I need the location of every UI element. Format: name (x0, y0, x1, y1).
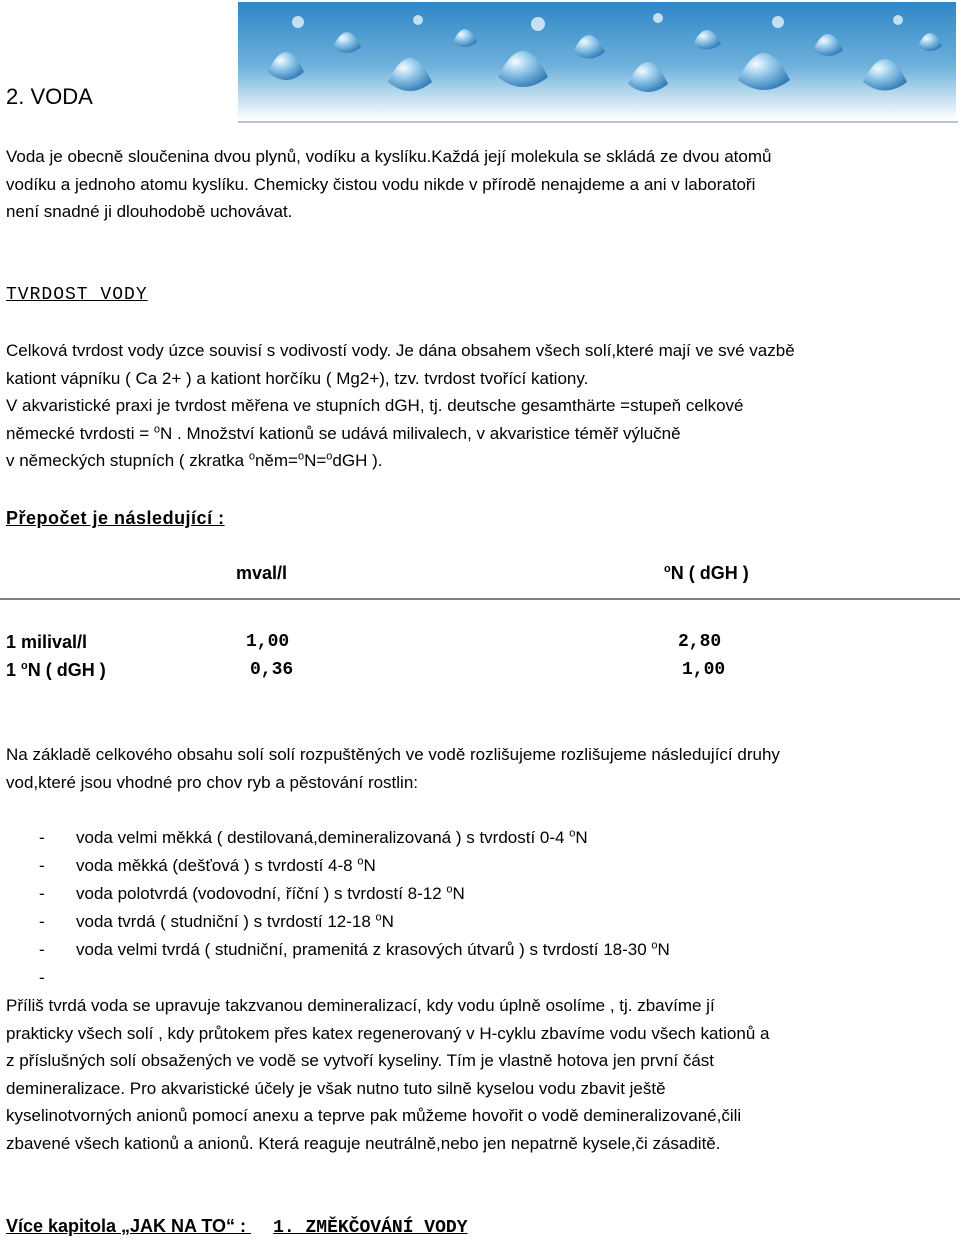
table-row-label: 1 $^o$N ( dGH ) (6, 660, 106, 680)
hardness-line: V akvaristické praxi je tvrdost měřena ve stupních dGH, tj. deutsche gesamthärte =stupeň celkové (6, 396, 744, 415)
water-drops-banner-image (238, 2, 956, 120)
footer-chapter-link[interactable]: 1. ZMĚKČOVÁNÍ VODY (273, 1218, 468, 1238)
table-cell: 0,36 (250, 660, 294, 680)
table-divider (0, 598, 960, 600)
types-intro-line: vod,které jsou vhodné pro chov ryb a pěstování rostlin: (6, 772, 419, 792)
page-title: 2. VODA (6, 84, 93, 109)
demin-line: prakticky všech solí , kdy průtokem přes katex regenerovaný v H-cyklu zbavíme vodu všech kationů a (6, 1023, 770, 1043)
demin-line: Příliš tvrdá voda se upravuje takzvanou demineralizací, kdy vodu úplně osolíme , tj. zbavíme jí (6, 996, 715, 1015)
hardness-line: v německých stupních ( zkratka $^o$něm=$^o$N=$^o$dGH ). (6, 450, 383, 470)
hardness-paragraph (6, 337, 795, 475)
footer-reference (6, 1216, 468, 1238)
demin-line: z příslušných solí obsažených ve vodě se vytvoří kyseliny. Tím je vlastně hotova jen první část (6, 1051, 715, 1070)
table-cell: 1,00 (246, 632, 290, 652)
banner-divider (238, 121, 958, 123)
types-intro-paragraph (6, 741, 780, 796)
table-header-dgh: $^o$N ( dGH ) (664, 563, 749, 583)
table-cell: 2,80 (678, 632, 722, 652)
intro-line: vodíku a jednoho atomu kyslíku. Chemicky čistou vodu nikde v přírodě nenajdeme a ani v laboratoři (6, 174, 756, 194)
hardness-line: německé tvrdosti = $^o$N . Množství kationů se udává milivalech, v akvaristice téměř výlučně (6, 422, 681, 443)
demin-line: demineralizace. Pro akvaristické účely je však nutno tuto silně kyselou vodu zbavit ještě (6, 1078, 666, 1098)
demineralization-paragraph (6, 992, 769, 1157)
conversion-title: Přepočet je následující : (6, 508, 225, 528)
table-cell: 1,00 (682, 660, 726, 680)
table-header-mval: mval/l (236, 563, 288, 583)
intro-line: Voda je obecně sloučenina dvou plynů, vodíku a kyslíku.Každá její molekula se skládá ze dvou atomů (6, 147, 772, 166)
intro-paragraph (6, 143, 771, 226)
demin-line: kyselinotvorných anionů pomocí anexu a teprve pak můžeme hovořit o vodě demineralizované,čili (6, 1106, 742, 1125)
demin-line: zbavené všech kationů a anionů. Která reaguje neutrálně,nebo jen nepatrně kysele,či zásaditě. (6, 1133, 721, 1153)
intro-line: není snadné ji dlouhodobě uchovávat. (6, 202, 293, 221)
hardness-line: kationt vápníku ( Ca 2+ ) a kationt horčíku ( Mg2+), tzv. tvrdost tvořící kationy. (6, 368, 589, 388)
hardness-line: Celková tvrdost vody úzce souvisí s vodivostí vody. Je dána obsahem všech solí,které mají ve své vazbě (6, 341, 795, 360)
footer-label: Více kapitola „JAK NA TO“ : (6, 1216, 247, 1236)
table-row-label: 1 milival/l (6, 632, 88, 652)
types-intro-line: Na základě celkového obsahu solí solí rozpuštěných ve vodě rozlišujeme rozlišujeme následující druhy (6, 745, 780, 764)
hardness-title: TVRDOST VODY (6, 285, 148, 305)
